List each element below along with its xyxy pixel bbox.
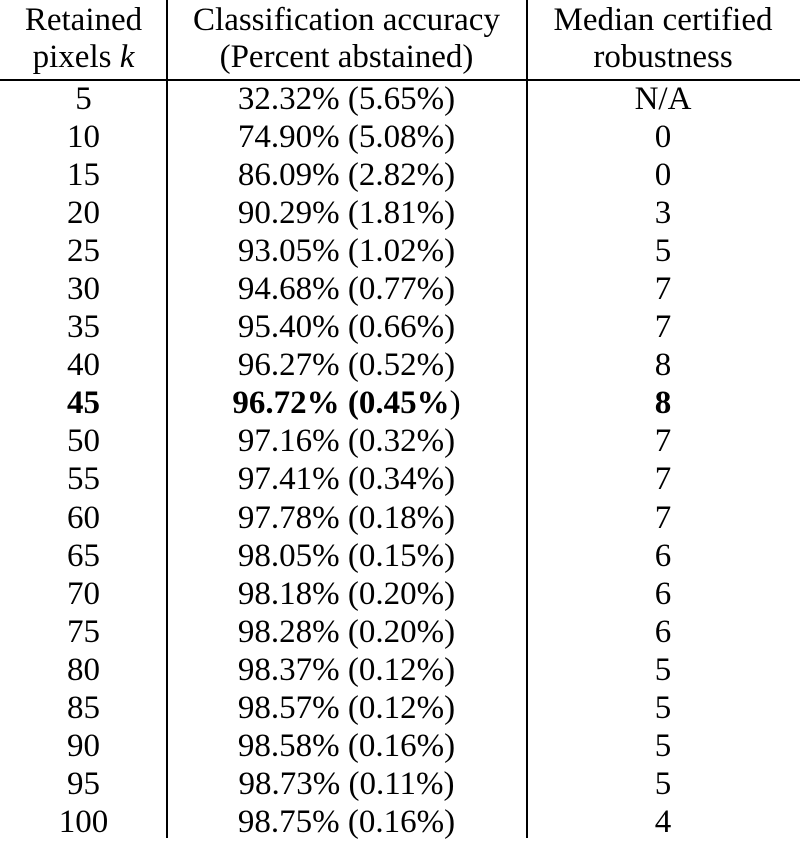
table-cell-text: 93.05% (1.02%): [237, 232, 456, 269]
table-cell-k: [0, 309, 167, 347]
math-variable-k: k: [119, 39, 135, 75]
table-cell-text: 98.57% (0.12%): [237, 690, 456, 727]
table-cell-accuracy: [167, 270, 526, 308]
table-cell-text: 5: [654, 651, 672, 688]
header-retained-pixels: [0, 0, 167, 80]
table-cell-robustness: [526, 613, 800, 651]
table-cell-text: 94.68% (0.77%): [237, 271, 456, 308]
table-cell-accuracy: [167, 232, 526, 270]
table-cell-k: [0, 804, 167, 842]
table-cell-text: 45: [67, 385, 100, 422]
table-cell-k: [0, 423, 167, 461]
table-cell-text: 98.37% (0.12%): [237, 651, 456, 688]
table-cell-text: 40: [67, 347, 100, 384]
header-median-certified-robustness-line2: robustness: [593, 39, 733, 75]
table-cell-text: 65: [67, 537, 100, 574]
table-cell-text: 5: [654, 690, 672, 727]
table-cell-k: [0, 270, 167, 308]
table-cell-k: [0, 232, 167, 270]
table-cell-text: 6: [654, 537, 672, 574]
table-cell-accuracy: [167, 613, 526, 651]
table-cell-text: 95.40% (0.66%): [237, 309, 456, 346]
table-cell-text: 15: [67, 156, 100, 193]
table-cell-robustness: [526, 690, 800, 728]
table-cell-text: 5: [654, 728, 672, 765]
table-cell-text: 98.58% (0.16%): [237, 728, 456, 765]
table-cell-robustness: [526, 575, 800, 613]
table-cell-k: [0, 347, 167, 385]
header-median-certified-robustness: [526, 0, 800, 80]
table-cell-text: 6: [654, 575, 672, 612]
table-cell-robustness: [526, 156, 800, 194]
header-retained-pixels-line2-text: pixels: [32, 39, 120, 75]
table-cell-k: [0, 80, 167, 118]
column-divider-1: [166, 0, 168, 838]
table-cell-k: [0, 651, 167, 689]
table-cell-k: [0, 690, 167, 728]
table-cell-text: 90.29% (1.81%): [237, 194, 456, 231]
table-cell-text: 96.27% (0.52%): [237, 347, 456, 384]
table-cell-k: [0, 766, 167, 804]
table-cell-text: 100: [58, 804, 109, 841]
table-cell-text: 4: [654, 804, 672, 841]
table-cell-accuracy: [167, 651, 526, 689]
table-cell-robustness: [526, 423, 800, 461]
table-cell-text: 86.09% (2.82%): [237, 156, 456, 193]
table-cell-accuracy: [167, 690, 526, 728]
header-median-certified-robustness-line1: Median certified: [553, 2, 773, 38]
table-cell-text: 98.18% (0.20%): [237, 575, 456, 612]
table-cell-k: [0, 118, 167, 156]
table-cell-robustness: [526, 80, 800, 118]
header-rule: [0, 79, 800, 81]
table-cell-k: [0, 575, 167, 613]
table-cell-text: 7: [654, 309, 672, 346]
table-cell-accuracy: [167, 80, 526, 118]
table-cell-text-suffix: ): [449, 385, 461, 422]
table-cell-robustness: [526, 804, 800, 842]
table-cell-robustness: [526, 118, 800, 156]
table-cell-text: N/A: [634, 80, 692, 117]
table-cell-robustness: [526, 270, 800, 308]
table-cell-text: 35: [67, 309, 100, 346]
table-cell-text: 98.05% (0.15%): [237, 537, 456, 574]
table-cell-robustness: [526, 728, 800, 766]
table-cell-accuracy: [167, 309, 526, 347]
table-cell-text: 7: [654, 271, 672, 308]
table-cell-robustness: [526, 309, 800, 347]
table-cell-k: [0, 728, 167, 766]
table-cell-text: 95: [67, 766, 100, 803]
table-cell-text: 30: [67, 271, 100, 308]
table-cell-text: 75: [67, 613, 100, 650]
table-cell-text: 10: [67, 118, 100, 155]
table-cell-text: 50: [67, 423, 100, 460]
table-cell-text: 60: [67, 499, 100, 536]
table-cell-robustness: [526, 766, 800, 804]
table-cell-accuracy: [167, 728, 526, 766]
table-cell-text: 5: [654, 232, 672, 269]
table-cell-text: 98.73% (0.11%): [238, 766, 455, 803]
header-classification-accuracy-line1: Classification accuracy: [193, 2, 500, 38]
table-cell-robustness: [526, 347, 800, 385]
table-cell-text: 3: [654, 194, 672, 231]
table-cell-text: 55: [67, 461, 100, 498]
table-cell-text: 20: [67, 194, 100, 231]
table-cell-text: 6: [654, 613, 672, 650]
table-cell-accuracy: [167, 499, 526, 537]
header-classification-accuracy-line2: (Percent abstained): [219, 39, 474, 75]
table-cell-text: 0: [654, 118, 672, 155]
table-cell-text: 7: [654, 499, 672, 536]
table-cell-accuracy: [167, 804, 526, 842]
table-cell-text: 25: [67, 232, 100, 269]
table-cell-accuracy: [167, 118, 526, 156]
table-cell-text: 85: [67, 690, 100, 727]
table-cell-robustness: [526, 232, 800, 270]
table-cell-accuracy: [167, 766, 526, 804]
table-cell-k: [0, 194, 167, 232]
table-cell-text: 70: [67, 575, 100, 612]
table-cell-accuracy: [167, 156, 526, 194]
table-cell-k: [0, 499, 167, 537]
column-divider-2: [526, 0, 528, 838]
table-cell-text: 0: [654, 156, 672, 193]
table-cell-text: 8: [654, 385, 672, 422]
table-cell-k: [0, 537, 167, 575]
table-cell-text: 80: [67, 651, 100, 688]
table-cell-text: 8: [654, 347, 672, 384]
table-cell-text: 97.78% (0.18%): [237, 499, 456, 536]
table-cell-text: 5: [654, 766, 672, 803]
table-cell-k: [0, 385, 167, 423]
table-cell-robustness: [526, 461, 800, 499]
table-cell-text: 90: [67, 728, 100, 765]
table-cell-k: [0, 156, 167, 194]
table-cell-robustness: [526, 385, 800, 423]
table-cell-text: 96.72% (0.45%: [232, 385, 450, 422]
table-cell-accuracy: [167, 575, 526, 613]
table-cell-text: 97.41% (0.34%): [237, 461, 456, 498]
header-retained-pixels-line1: Retained: [24, 2, 143, 38]
table-cell-robustness: [526, 651, 800, 689]
table-cell-text: 7: [654, 423, 672, 460]
table-cell-accuracy: [167, 537, 526, 575]
table-cell-text: 7: [654, 461, 672, 498]
table-cell-accuracy: [167, 461, 526, 499]
table-cell-robustness: [526, 537, 800, 575]
table-cell-text: 5: [75, 80, 92, 117]
table-cell-robustness: [526, 499, 800, 537]
table-cell-text: 98.28% (0.20%): [237, 613, 456, 650]
table-cell-accuracy: [167, 385, 526, 423]
table-cell-robustness: [526, 194, 800, 232]
header-retained-pixels-line2: [33, 39, 135, 76]
table-cell-accuracy: [167, 194, 526, 232]
table-cell-accuracy: [167, 423, 526, 461]
header-classification-accuracy: [167, 0, 526, 80]
table-cell-k: [0, 461, 167, 499]
table-cell-text: 32.32% (5.65%): [237, 80, 456, 117]
table-cell-text: 98.75% (0.16%): [237, 804, 456, 841]
table-cell-k: [0, 613, 167, 651]
table-cell-accuracy: [167, 347, 526, 385]
table-cell-text: 97.16% (0.32%): [237, 423, 456, 460]
table-cell-text: 74.90% (5.08%): [237, 118, 456, 155]
